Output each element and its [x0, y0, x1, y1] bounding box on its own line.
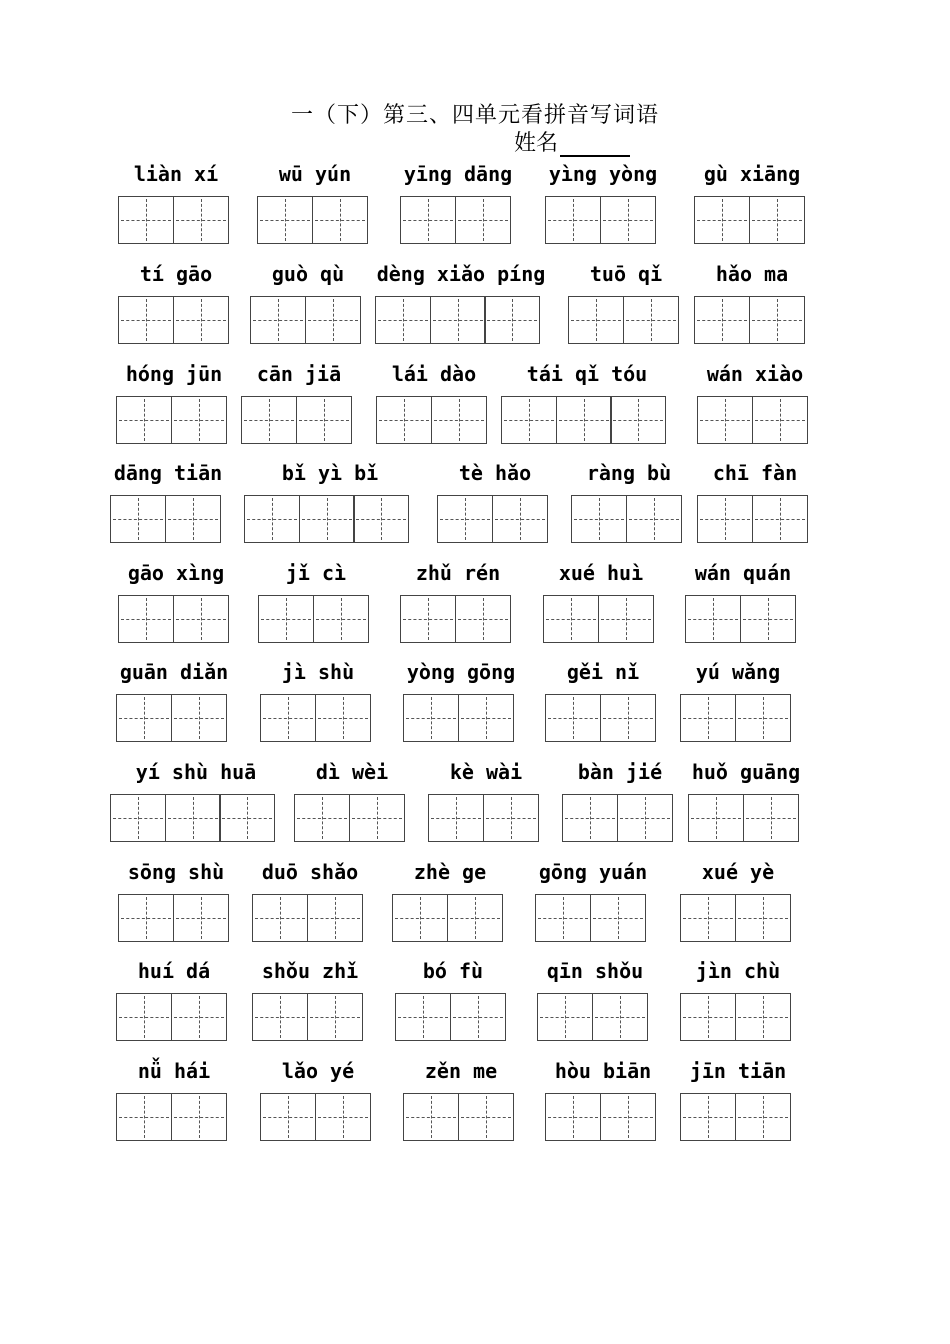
tianzige-cell[interactable]	[437, 495, 493, 543]
pinyin-label: yìng yòng	[548, 162, 658, 186]
pinyin-label: shǒu zhǐ	[261, 959, 359, 983]
writing-boxes	[392, 894, 503, 942]
writing-boxes	[294, 794, 405, 842]
tianzige-cell[interactable]	[403, 1093, 459, 1141]
tianzige-cell[interactable]	[535, 894, 591, 942]
pinyin-label: gù xiāng	[703, 162, 801, 186]
pinyin-label: cān jiā	[256, 362, 342, 386]
tianzige-cell[interactable]	[252, 993, 308, 1041]
writing-boxes	[545, 694, 656, 742]
writing-boxes	[244, 495, 409, 543]
writing-boxes	[118, 595, 229, 643]
writing-boxes	[545, 196, 656, 244]
tianzige-cell[interactable]	[537, 993, 593, 1041]
tianzige-cell[interactable]	[118, 196, 174, 244]
tianzige-cell[interactable]	[598, 595, 654, 643]
tianzige-cell[interactable]	[592, 993, 648, 1041]
pinyin-label: zěn me	[424, 1059, 498, 1083]
writing-boxes	[680, 1093, 791, 1141]
tianzige-cell[interactable]	[450, 993, 506, 1041]
tianzige-cell[interactable]	[623, 296, 679, 344]
tianzige-cell[interactable]	[483, 794, 539, 842]
writing-boxes	[375, 296, 540, 344]
pinyin-label: bó fù	[422, 959, 484, 983]
name-label: 姓名	[514, 131, 559, 156]
tianzige-cell[interactable]	[680, 1093, 736, 1141]
writing-boxes	[118, 296, 229, 344]
writing-boxes	[568, 296, 679, 344]
tianzige-cell[interactable]	[430, 296, 486, 344]
tianzige-cell[interactable]	[315, 694, 371, 742]
tianzige-cell[interactable]	[312, 196, 368, 244]
pinyin-label: ràng bù	[586, 461, 672, 485]
tianzige-cell[interactable]	[171, 694, 227, 742]
writing-boxes	[400, 196, 511, 244]
tianzige-cell[interactable]	[697, 396, 753, 444]
writing-boxes	[680, 894, 791, 942]
tianzige-cell[interactable]	[299, 495, 355, 543]
writing-boxes	[680, 993, 791, 1041]
writing-boxes	[680, 694, 791, 742]
tianzige-cell[interactable]	[458, 694, 514, 742]
tianzige-cell[interactable]	[375, 296, 431, 344]
pinyin-label: wán xiào	[706, 362, 804, 386]
tianzige-cell[interactable]	[305, 296, 361, 344]
tianzige-cell[interactable]	[250, 296, 306, 344]
tianzige-cell[interactable]	[257, 196, 313, 244]
tianzige-cell[interactable]	[118, 894, 174, 942]
pinyin-label: lái dào	[391, 362, 477, 386]
pinyin-label: tuō qǐ	[589, 262, 663, 286]
tianzige-cell[interactable]	[376, 396, 432, 444]
tianzige-cell[interactable]	[697, 495, 753, 543]
pinyin-label: wán quán	[694, 561, 792, 585]
tianzige-cell[interactable]	[400, 595, 456, 643]
writing-boxes	[252, 993, 363, 1041]
writing-boxes	[537, 993, 648, 1041]
tianzige-cell[interactable]	[680, 993, 736, 1041]
tianzige-cell[interactable]	[545, 196, 601, 244]
tianzige-cell[interactable]	[116, 1093, 172, 1141]
tianzige-cell[interactable]	[735, 694, 791, 742]
tianzige-cell[interactable]	[600, 1093, 656, 1141]
writing-boxes	[685, 595, 796, 643]
tianzige-cell[interactable]	[110, 495, 166, 543]
pinyin-label: jì shù	[281, 660, 355, 684]
writing-boxes	[697, 495, 808, 543]
pinyin-label: jìn chù	[695, 959, 781, 983]
writing-boxes	[437, 495, 548, 543]
tianzige-cell[interactable]	[484, 296, 540, 344]
tianzige-cell[interactable]	[617, 794, 673, 842]
writing-boxes	[428, 794, 539, 842]
tianzige-cell[interactable]	[171, 396, 227, 444]
pinyin-label: wū yún	[278, 162, 352, 186]
tianzige-cell[interactable]	[118, 595, 174, 643]
page-title: 一（下）第三、四单元看拼音写词语	[290, 103, 659, 128]
tianzige-cell[interactable]	[735, 894, 791, 942]
pinyin-label: bàn jié	[577, 760, 663, 784]
writing-boxes	[697, 396, 808, 444]
tianzige-cell[interactable]	[694, 196, 750, 244]
pinyin-label: yòng gōng	[406, 660, 516, 684]
tianzige-cell[interactable]	[171, 993, 227, 1041]
pinyin-label: liàn xí	[133, 162, 219, 186]
tianzige-cell[interactable]	[447, 894, 503, 942]
tianzige-cell[interactable]	[392, 894, 448, 942]
tianzige-cell[interactable]	[685, 595, 741, 643]
tianzige-cell[interactable]	[173, 894, 229, 942]
writing-boxes	[250, 296, 361, 344]
pinyin-label: chī fàn	[712, 461, 798, 485]
tianzige-cell[interactable]	[610, 396, 666, 444]
tianzige-cell[interactable]	[752, 495, 808, 543]
writing-boxes	[400, 595, 511, 643]
tianzige-cell[interactable]	[740, 595, 796, 643]
pinyin-label: hǎo ma	[715, 262, 789, 286]
pinyin-label: yú wǎng	[695, 660, 781, 684]
pinyin-label: dì wèi	[315, 760, 389, 784]
tianzige-cell[interactable]	[173, 595, 229, 643]
tianzige-cell[interactable]	[400, 196, 456, 244]
tianzige-cell[interactable]	[260, 694, 316, 742]
writing-boxes	[403, 1093, 514, 1141]
writing-boxes	[694, 196, 805, 244]
tianzige-cell[interactable]	[600, 196, 656, 244]
tianzige-cell[interactable]	[752, 396, 808, 444]
pinyin-label: jǐ cì	[285, 561, 347, 585]
pinyin-label: guān diǎn	[119, 660, 229, 684]
writing-boxes	[260, 1093, 371, 1141]
tianzige-cell[interactable]	[556, 396, 612, 444]
writing-boxes	[688, 794, 799, 842]
tianzige-cell[interactable]	[165, 794, 221, 842]
tianzige-cell[interactable]	[735, 1093, 791, 1141]
pinyin-label: dèng xiǎo píng	[376, 262, 546, 286]
tianzige-cell[interactable]	[688, 794, 744, 842]
tianzige-cell[interactable]	[171, 1093, 227, 1141]
pinyin-label: hòu biān	[554, 1059, 652, 1083]
writing-boxes	[545, 1093, 656, 1141]
tianzige-cell[interactable]	[735, 993, 791, 1041]
writing-boxes	[252, 894, 363, 942]
tianzige-cell[interactable]	[694, 296, 750, 344]
tianzige-cell[interactable]	[680, 894, 736, 942]
writing-boxes	[376, 396, 487, 444]
writing-boxes	[403, 694, 514, 742]
tianzige-cell[interactable]	[749, 196, 805, 244]
writing-boxes	[116, 396, 227, 444]
tianzige-cell[interactable]	[455, 196, 511, 244]
writing-boxes	[110, 794, 275, 842]
tianzige-cell[interactable]	[307, 894, 363, 942]
pinyin-label: xué huì	[558, 561, 644, 585]
pinyin-label: jīn tiān	[689, 1059, 787, 1083]
tianzige-cell[interactable]	[252, 894, 308, 942]
pinyin-label: hóng jūn	[125, 362, 223, 386]
writing-boxes	[118, 196, 229, 244]
tianzige-cell[interactable]	[395, 993, 451, 1041]
tianzige-cell[interactable]	[116, 993, 172, 1041]
pinyin-label: duō shǎo	[261, 860, 359, 884]
tianzige-cell[interactable]	[219, 794, 275, 842]
writing-boxes	[395, 993, 506, 1041]
tianzige-cell[interactable]	[743, 794, 799, 842]
tianzige-cell[interactable]	[545, 694, 601, 742]
tianzige-cell[interactable]	[116, 694, 172, 742]
writing-boxes	[260, 694, 371, 742]
pinyin-label: yí shù huā	[135, 760, 257, 784]
tianzige-cell[interactable]	[590, 894, 646, 942]
pinyin-label: huí dá	[137, 959, 211, 983]
pinyin-label: tè hǎo	[458, 461, 532, 485]
tianzige-cell[interactable]	[492, 495, 548, 543]
writing-boxes	[535, 894, 646, 942]
pinyin-label: yīng dāng	[403, 162, 513, 186]
tianzige-cell[interactable]	[241, 396, 297, 444]
tianzige-cell[interactable]	[562, 794, 618, 842]
tianzige-cell[interactable]	[315, 1093, 371, 1141]
pinyin-label: gōng yuán	[538, 860, 648, 884]
pinyin-label: guò qù	[271, 262, 345, 286]
pinyin-label: sōng shù	[127, 860, 225, 884]
tianzige-cell[interactable]	[260, 1093, 316, 1141]
tianzige-cell[interactable]	[571, 495, 627, 543]
pinyin-label: dāng tiān	[113, 461, 223, 485]
pinyin-label: huǒ guāng	[691, 760, 801, 784]
tianzige-cell[interactable]	[431, 396, 487, 444]
pinyin-label: kè wài	[449, 760, 523, 784]
writing-boxes	[562, 794, 673, 842]
tianzige-cell[interactable]	[173, 296, 229, 344]
writing-boxes	[543, 595, 654, 643]
tianzige-cell[interactable]	[626, 495, 682, 543]
tianzige-cell[interactable]	[403, 694, 459, 742]
tianzige-cell[interactable]	[258, 595, 314, 643]
tianzige-cell[interactable]	[165, 495, 221, 543]
tianzige-cell[interactable]	[545, 1093, 601, 1141]
pinyin-label: xué yè	[701, 860, 775, 884]
writing-boxes	[501, 396, 666, 444]
writing-boxes	[571, 495, 682, 543]
writing-boxes	[257, 196, 368, 244]
tianzige-cell[interactable]	[296, 396, 352, 444]
tianzige-cell[interactable]	[307, 993, 363, 1041]
tianzige-cell[interactable]	[118, 296, 174, 344]
writing-boxes	[118, 894, 229, 942]
tianzige-cell[interactable]	[568, 296, 624, 344]
pinyin-label: gěi nǐ	[566, 660, 640, 684]
pinyin-label: gāo xìng	[127, 561, 225, 585]
writing-boxes	[116, 993, 227, 1041]
tianzige-cell[interactable]	[428, 794, 484, 842]
pinyin-label: lǎo yé	[281, 1059, 355, 1083]
writing-boxes	[258, 595, 369, 643]
tianzige-cell[interactable]	[501, 396, 557, 444]
pinyin-label: tí gāo	[139, 262, 213, 286]
writing-boxes	[694, 296, 805, 344]
tianzige-cell[interactable]	[294, 794, 350, 842]
tianzige-cell[interactable]	[680, 694, 736, 742]
tianzige-cell[interactable]	[349, 794, 405, 842]
tianzige-cell[interactable]	[313, 595, 369, 643]
pinyin-label: bǐ yì bǐ	[281, 461, 379, 485]
tianzige-cell[interactable]	[116, 396, 172, 444]
writing-boxes	[116, 1093, 227, 1141]
writing-boxes	[116, 694, 227, 742]
tianzige-cell[interactable]	[353, 495, 409, 543]
pinyin-label: qīn shǒu	[546, 959, 644, 983]
tianzige-cell[interactable]	[543, 595, 599, 643]
pinyin-label: zhè ge	[413, 860, 487, 884]
writing-boxes	[241, 396, 352, 444]
tianzige-cell[interactable]	[110, 794, 166, 842]
tianzige-cell[interactable]	[173, 196, 229, 244]
tianzige-cell[interactable]	[458, 1093, 514, 1141]
writing-boxes	[110, 495, 221, 543]
tianzige-cell[interactable]	[600, 694, 656, 742]
pinyin-label: tái qǐ tóu	[526, 362, 648, 386]
tianzige-cell[interactable]	[244, 495, 300, 543]
pinyin-label: nǚ hái	[137, 1059, 211, 1083]
tianzige-cell[interactable]	[455, 595, 511, 643]
tianzige-cell[interactable]	[749, 296, 805, 344]
pinyin-label: zhǔ rén	[415, 561, 501, 585]
